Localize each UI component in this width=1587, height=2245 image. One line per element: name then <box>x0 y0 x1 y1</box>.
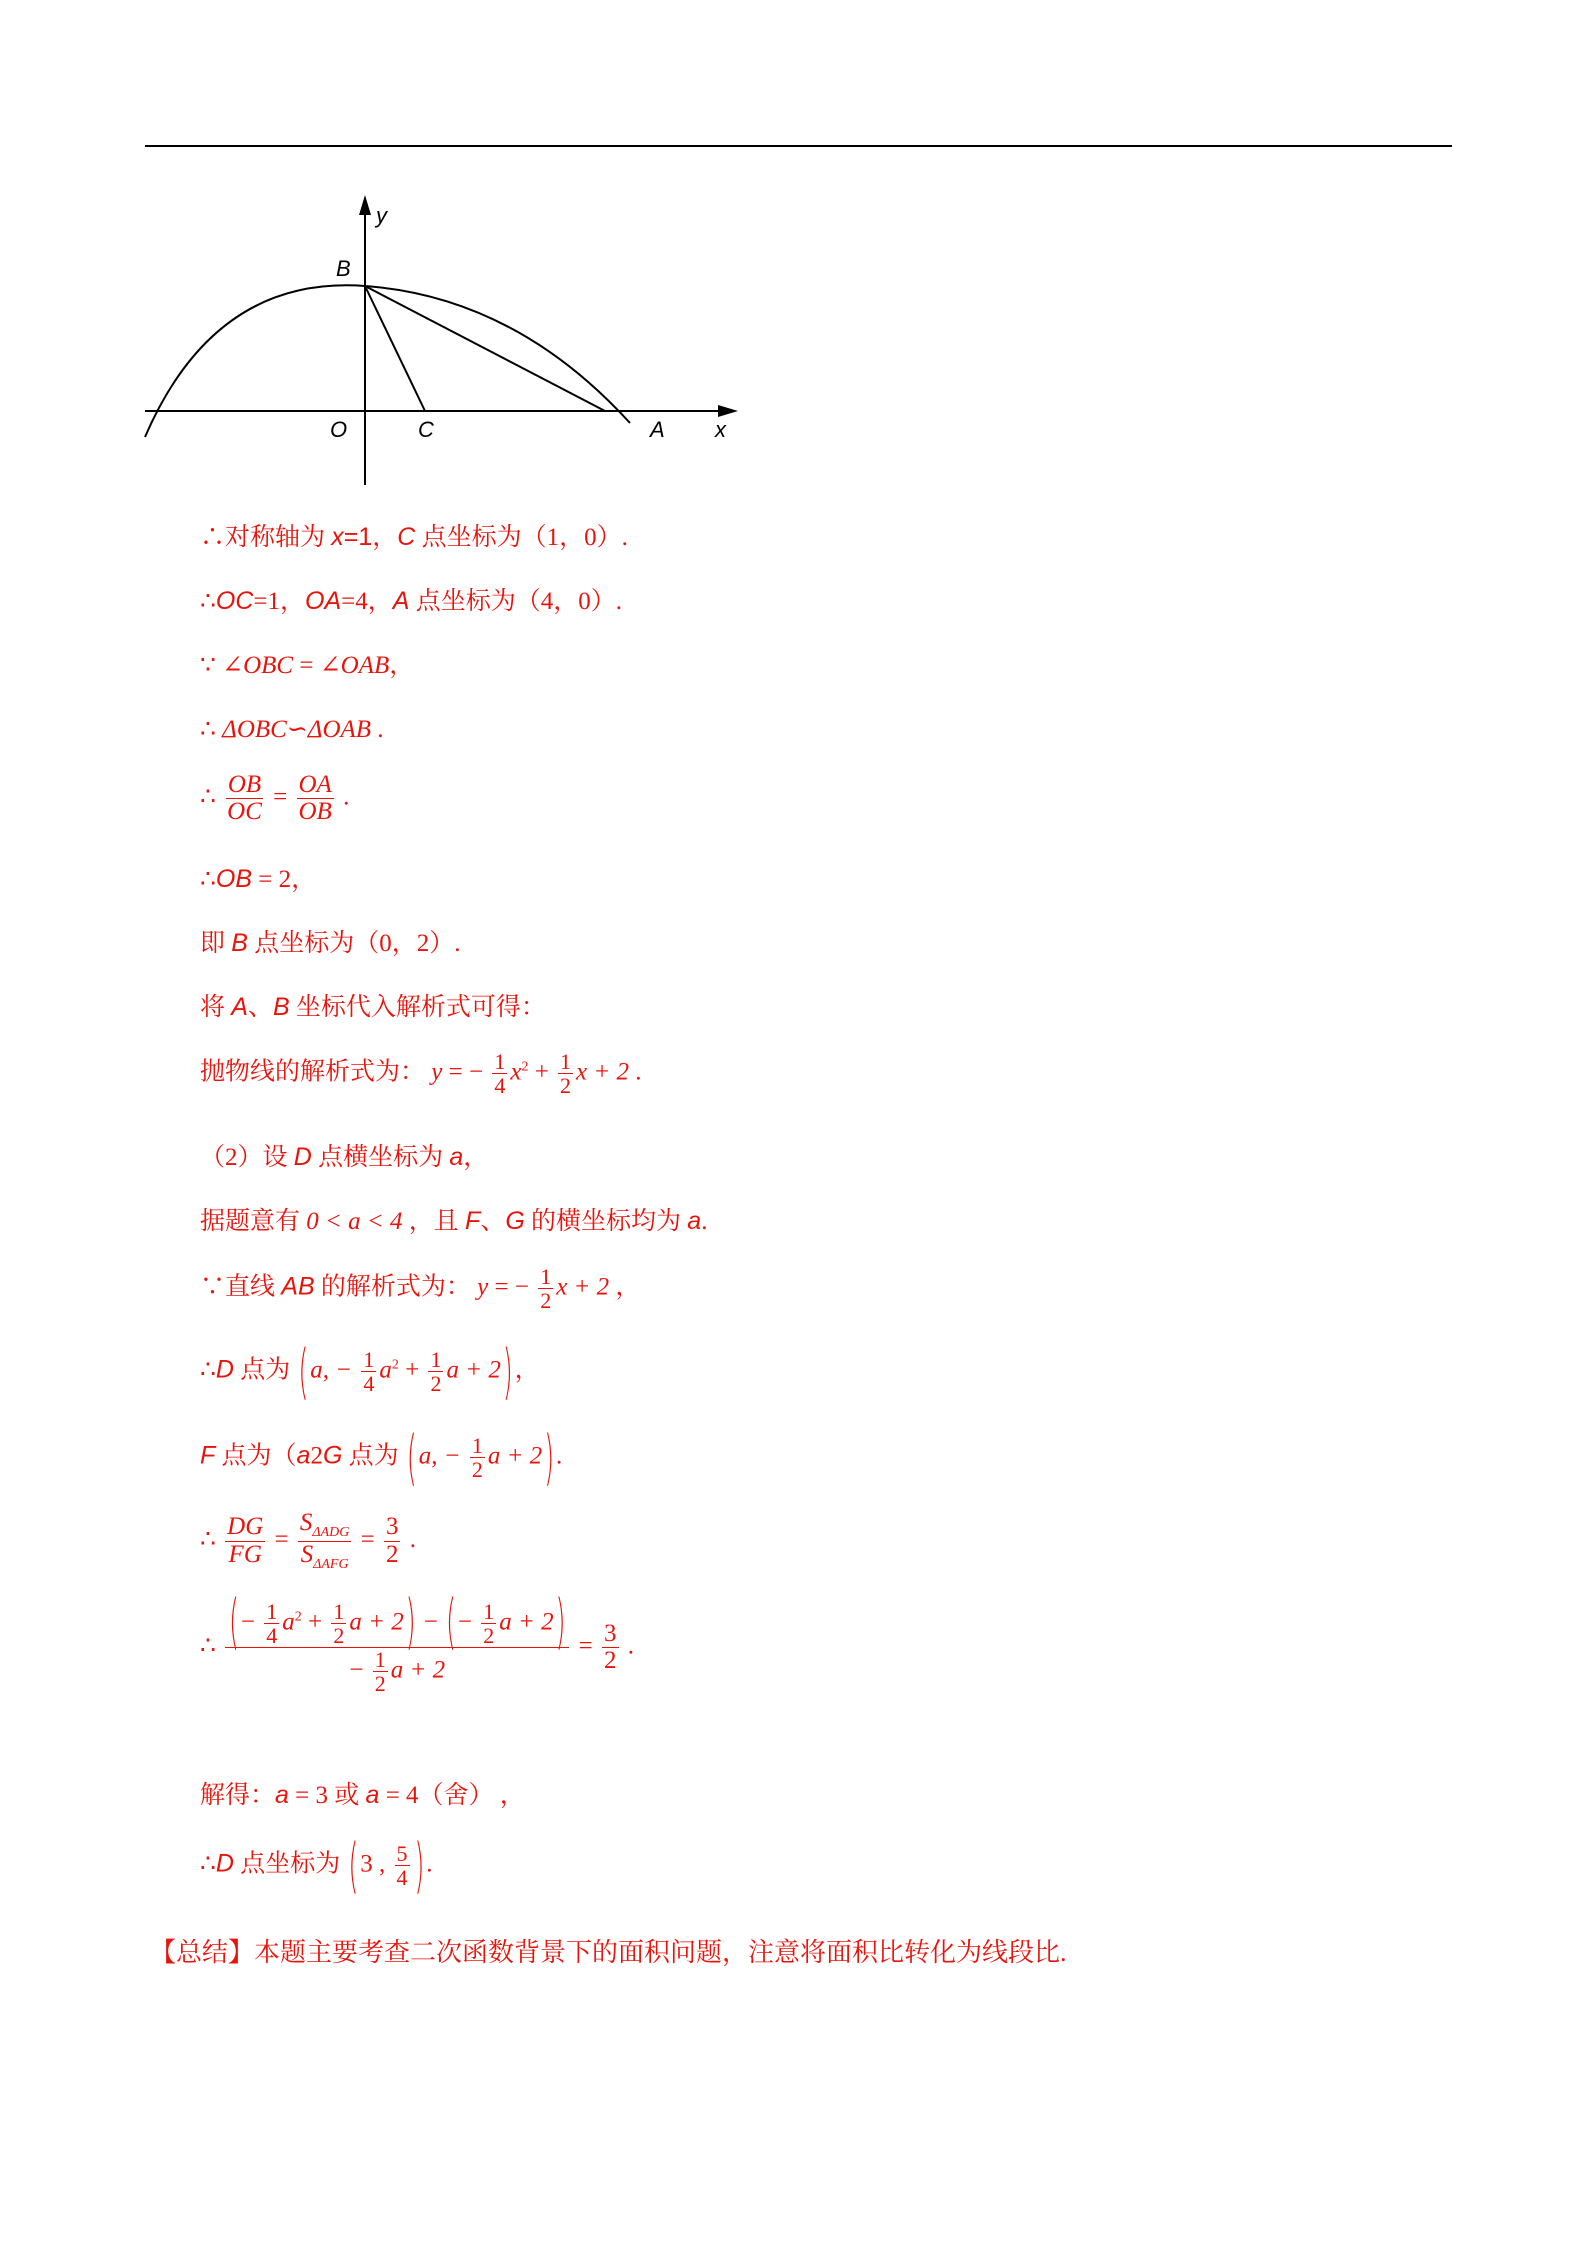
solution-line-14: F 点为（a2G 点为 (a, − $\frac{1}{2}$ a + 2). <box>200 1422 563 1493</box>
y-axis-arrow <box>359 195 371 215</box>
solution-line-13: ∴D 点为 (a, − $\frac{1}{4}$ $a^2$ + $\frac{1}{2}$ a + 2)， <box>200 1336 540 1407</box>
solution-line-5: ∴ $\frac{OB}{OC}$ = $\frac{OA}{OB}$ . <box>200 771 350 826</box>
solution-line-11: 据题意有 0 < a < 4 ，且 F、G 的横坐标均为 a. <box>200 1207 708 1235</box>
segment-ba <box>365 286 605 411</box>
label-a: A <box>650 417 665 442</box>
solution-line-12: ∵直线 AB 的解析式为： y = − $\frac{1}{2}$ x + 2 ， <box>200 1264 641 1314</box>
solution-line-10: （2）设 D 点横坐标为 a， <box>200 1143 489 1171</box>
label-b: B <box>336 256 351 281</box>
solution-line-8: 将 A、B 坐标代入解析式可得： <box>200 993 546 1021</box>
solution-line-17: 解得：a = 3 或 a = 4（舍） ， <box>200 1781 525 1809</box>
fraction-oa-ob: $\frac{OA}{OB}$ <box>298 771 332 826</box>
parabola-curve <box>145 285 630 437</box>
label-y: y <box>376 203 387 228</box>
solution-line-7: 即 B 点坐标为（0，2）. <box>200 929 461 957</box>
label-o: O <box>330 417 348 442</box>
compound-fraction: (− $\frac{1}{4}$ $a^2$ + $\frac{1}{2}$ a + 2) − (− $\frac{1}{2}$ a + 2) − $\frac{1}{2}$ a + 2 <box>225 1600 569 1695</box>
solution-line-3: ∵ ∠OBC = ∠OAB， <box>200 652 415 679</box>
solution-line-16: ∴ (− $\frac{1}{4}$ $a^2$ + $\frac{1}{2}$ a + 2) − (− $\frac{1}{2}$ a + 2) − $\frac{1}{2}$ a + 2 = $\frac{3}{2}$ . <box>200 1587 635 1697</box>
solution-line-4: ∴ ΔOBC∽ΔOAB . <box>200 716 384 743</box>
header-rule <box>145 145 1452 147</box>
summary-text: 【总结】本题主要考查二次函数背景下的面积问题，注意将面积比转化为线段比. <box>150 1938 1067 1967</box>
segment-bc <box>365 286 425 411</box>
solution-line-6: ∴OB = 2， <box>200 865 317 893</box>
solution-line-1: ∴对称轴为 x=1，C 点坐标为（1，0）. <box>200 523 628 551</box>
label-x: x <box>715 417 726 442</box>
solution-line-2: ∴OC=1，OA=4，A 点坐标为（4，0）. <box>200 587 622 615</box>
solution-line-15: ∴ $\frac{DG}{FG}$ = $\frac{S_{\Delta ADG}}{S_{\Delta AFG}}$ = $\frac{3}{2}$ . <box>200 1509 416 1572</box>
solution-line-9: 抛物线的解析式为： y = − $\frac{1}{4}$ $x^2$ + $\frac{1}{2}$ x + 2 . <box>200 1049 642 1099</box>
parabola-graph <box>140 195 740 495</box>
label-c: C <box>418 417 434 442</box>
x-axis-arrow <box>718 405 738 417</box>
fraction-ob-oc: $\frac{OB}{OC}$ <box>227 771 262 826</box>
solution-line-18: ∴D 点坐标为 (3 , $\frac{5}{4}$ ). <box>200 1830 433 1901</box>
